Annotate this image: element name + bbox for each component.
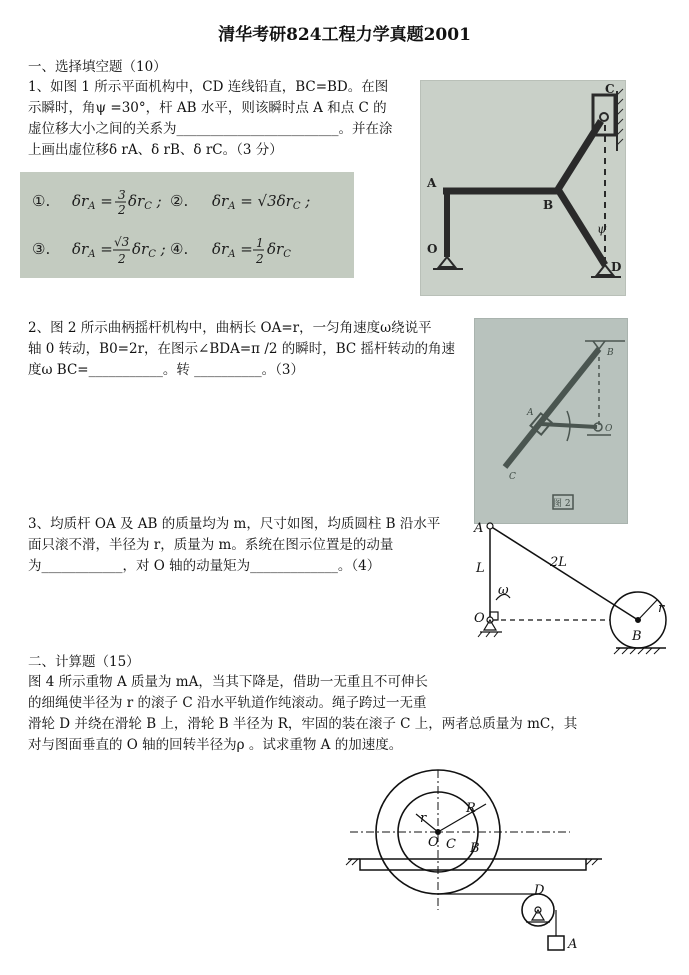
option-4-label: ④.	[170, 240, 189, 258]
fig3-radius-r	[638, 600, 657, 620]
option-1-tail: $\delta r_C$ ;	[128, 192, 162, 212]
fig4-support-d	[532, 910, 544, 920]
q3-text	[28, 514, 440, 577]
q1-line: 示瞬时，角ψ =30°，杆 AB 水平，则该瞬时点 A 和点 C 的	[28, 100, 387, 116]
q2-text	[28, 318, 455, 381]
fig2-rod-bc	[505, 349, 599, 467]
fig4-weight-a	[548, 936, 564, 950]
fig4-radius-big-r	[438, 804, 486, 832]
fig4-label-a: A	[568, 937, 578, 952]
section2-line: 的细绳使半径为 r 的滚子 C 沿水平轨道作纯滚动。绳子跨过一无重	[28, 695, 427, 711]
section2-line: 滑轮 D 并绕在滑轮 B 上，滑轮 B 半径为 R，牢固的装在滚子 C 上，两者总质量为 mC，其	[28, 716, 578, 732]
option-1-text: $\delta r_A$ =	[72, 192, 113, 212]
section2-line: 图 4 所示重物 A 质量为 mA，当其下降是，借助一无重且不可伸长	[28, 674, 428, 690]
fig3-pin-a	[487, 523, 493, 529]
option-3-den: 2	[118, 252, 126, 266]
section2-text	[28, 672, 577, 756]
fig3-label-a: A	[474, 521, 484, 536]
q1-text	[28, 77, 393, 161]
fig4-label-big-r: R	[466, 801, 476, 816]
fig2-caption: 图 2	[553, 499, 571, 509]
fig4-label-c: C	[446, 837, 456, 852]
section1-heading: 一、选择填空题（10）	[28, 59, 167, 75]
q2-line: 度ω BC=___________。转 __________。（3）	[28, 362, 304, 378]
support-o	[439, 257, 455, 267]
section2-heading: 二、计算题（15）	[28, 654, 140, 670]
fig3-label-r: r	[658, 601, 665, 616]
figure-1	[420, 80, 626, 296]
option-2-label: ②.	[170, 192, 189, 210]
option-4-text: $\delta r_A$ =	[212, 240, 253, 260]
option-3-num: √3	[114, 235, 130, 249]
fig3-label-2l: 2L	[550, 555, 567, 570]
fig4-rail	[360, 859, 586, 870]
option-4-tail: $\delta r_C$	[267, 240, 291, 260]
fig1-label-a: A	[427, 176, 437, 190]
fig2-label-o: O	[605, 424, 613, 434]
rod-cb	[557, 121, 601, 191]
fig2-label-c: C	[509, 472, 516, 482]
fig3-label-l: L	[476, 561, 485, 576]
figure-3	[466, 516, 686, 666]
fig4-label-d: D	[534, 883, 545, 898]
fig1-label-c: C	[605, 82, 615, 96]
q1-options-svg	[20, 172, 354, 278]
fig4-label-o: O	[428, 835, 439, 850]
option-2-text: $\delta r_A = √3\delta r_C$ ;	[212, 192, 311, 212]
option-1-label: ①.	[32, 192, 51, 210]
option-4-num: 1	[256, 236, 264, 250]
fig2-label-b: B	[607, 348, 614, 358]
fig3-label-o: O	[474, 611, 485, 626]
figure-1-svg	[421, 81, 625, 295]
fig1-label-o: O	[427, 242, 438, 256]
option-1-den: 2	[118, 203, 126, 217]
option-3-text: $\delta r_A$ =	[72, 240, 113, 260]
q1-line: 上画出虚位移δ rA、δ rB、δ rC。（3 分）	[28, 142, 283, 158]
page-title: 清华考研824工程力学真题2001	[218, 25, 471, 45]
fig1-label-b: B	[543, 198, 554, 212]
figure-4	[330, 760, 630, 970]
q3-line: 面只滚不滑，半径为 r，质量为 m。系统在图示位置是的动量	[28, 537, 394, 553]
fig2-support-b	[593, 341, 605, 349]
q2-line: 2、图 2 所示曲柄摇杆机构中，曲柄长 OA=r，一匀角速度ω绕说平	[28, 320, 432, 336]
fig1-label-psi: ψ	[597, 222, 607, 236]
option-1-num: 3	[118, 188, 126, 202]
option-4-den: 2	[256, 252, 264, 266]
figure-2	[474, 318, 628, 524]
fig3-rod-ab	[490, 526, 638, 620]
option-3-tail: $\delta r_C$ ;	[132, 240, 166, 260]
q2-line: 轴 0 转动，B0=2r，在图示∠BDA=π /2 的瞬时，BC 摇杆转动的角速	[28, 341, 456, 357]
q3-line: 为____________，对 O 轴的动量矩为_____________。（4）	[28, 558, 381, 574]
q1-options-box	[20, 172, 354, 278]
figure-2-svg	[475, 319, 627, 523]
option-3-label: ③.	[32, 240, 51, 258]
q1-line: 虚位移大小之间的关系为________________________。并在涂	[28, 121, 393, 137]
q1-line: 1、如图 1 所示平面机构中，CD 连线铅直，BC=BD。在图	[28, 79, 389, 95]
section2-line: 对与图面垂直的 O 轴的回转半径为ρ 。试求重物 A 的加速度。	[28, 737, 403, 753]
fig3-label-omega: ω	[498, 583, 509, 598]
q3-line: 3、均质杆 OA 及 AB 的质量均为 m，尺寸如图，均质圆柱 B 沿水平	[28, 516, 441, 532]
fig2-label-a: A	[527, 408, 534, 418]
fig4-label-b: B	[470, 841, 480, 856]
fig4-label-r: r	[420, 811, 427, 826]
fig1-label-d: D	[611, 260, 622, 274]
fig2-crank-oa	[541, 424, 597, 427]
pin-c	[600, 113, 608, 121]
fig3-label-b: B	[632, 629, 642, 644]
